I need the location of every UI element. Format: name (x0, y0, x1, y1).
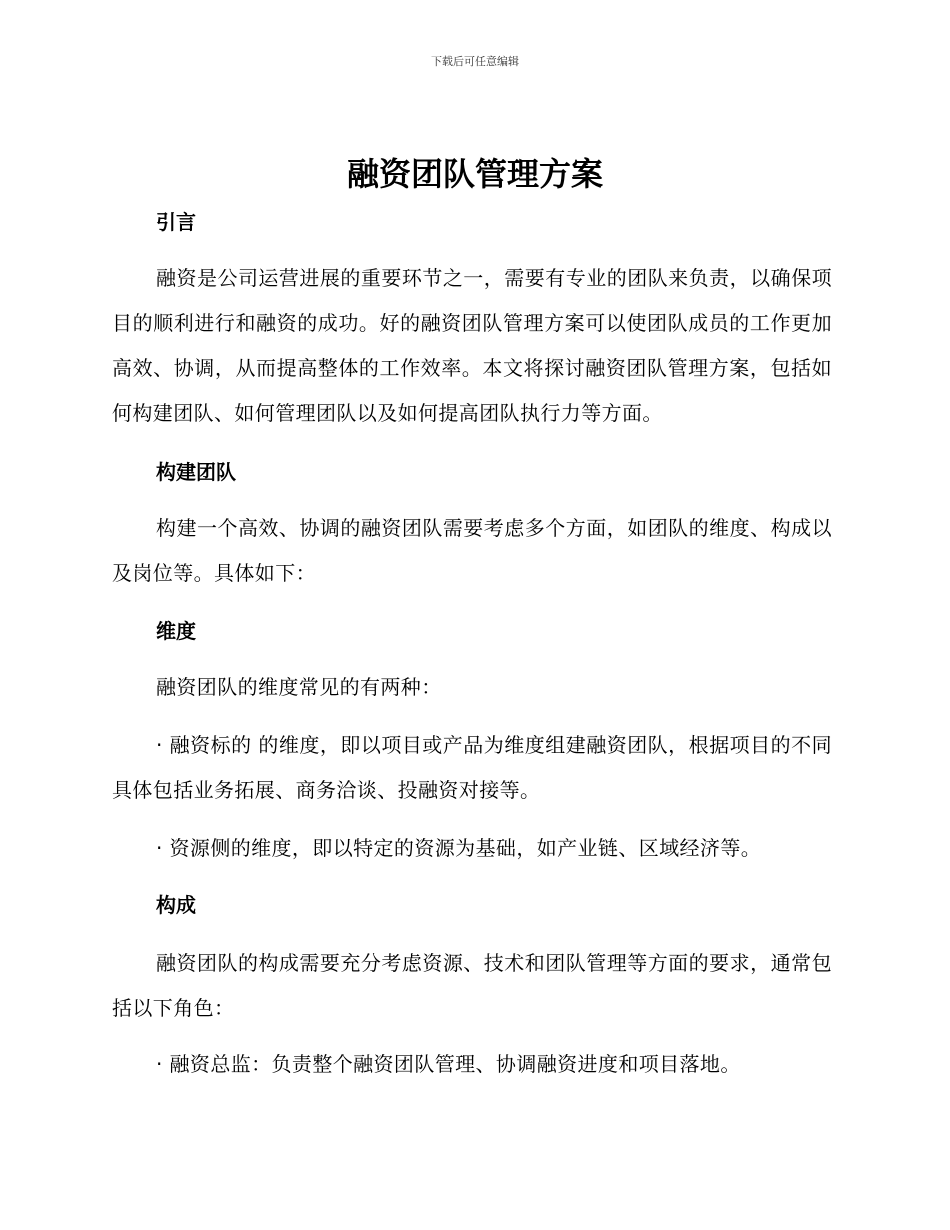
section-heading-composition: 构成 (156, 893, 196, 917)
section-heading-build-team: 构建团队 (156, 460, 236, 484)
paragraph-introduction: 融资是公司运营进展的重要环节之一，需要有专业的团队来负责，以确保项目的顺利进行和融资的成功。好的融资团队管理方案可以使团队成员的工作更加高效、协调，从而提高整体的工作效率。本文将探讨融资团队管理方案，包括如何构建团队、如何管理团队以及如何提高团队执行力等方面。 (112, 266, 832, 425)
list-item-role-finance-director: · 融资总监：负责整个融资团队管理、协调融资进度和项目落地。 (156, 1052, 741, 1076)
section-heading-introduction: 引言 (156, 210, 196, 234)
document-title: 融资团队管理方案 (346, 155, 603, 193)
paragraph-build-team: 构建一个高效、协调的融资团队需要考虑多个方面，如团队的维度、构成以及岗位等。具体如下： (112, 516, 832, 585)
paragraph-dimension-intro: 融资团队的维度常见的有两种： (156, 675, 442, 699)
list-item-dimension-resource: · 资源侧的维度，即以特定的资源为基础，如产业链、区域经济等。 (156, 836, 762, 860)
page-header: 下载后可任意编辑 (431, 55, 519, 68)
list-item-dimension-target: · 融资标的 的维度，即以项目或产品为维度组建融资团队，根据项目的不同具体包括业务拓展、商务洽谈、投融资对接等。 (112, 733, 832, 802)
section-heading-dimension: 维度 (156, 619, 196, 643)
paragraph-composition: 融资团队的构成需要充分考虑资源、技术和团队管理等方面的要求，通常包括以下角色： (112, 951, 832, 1020)
